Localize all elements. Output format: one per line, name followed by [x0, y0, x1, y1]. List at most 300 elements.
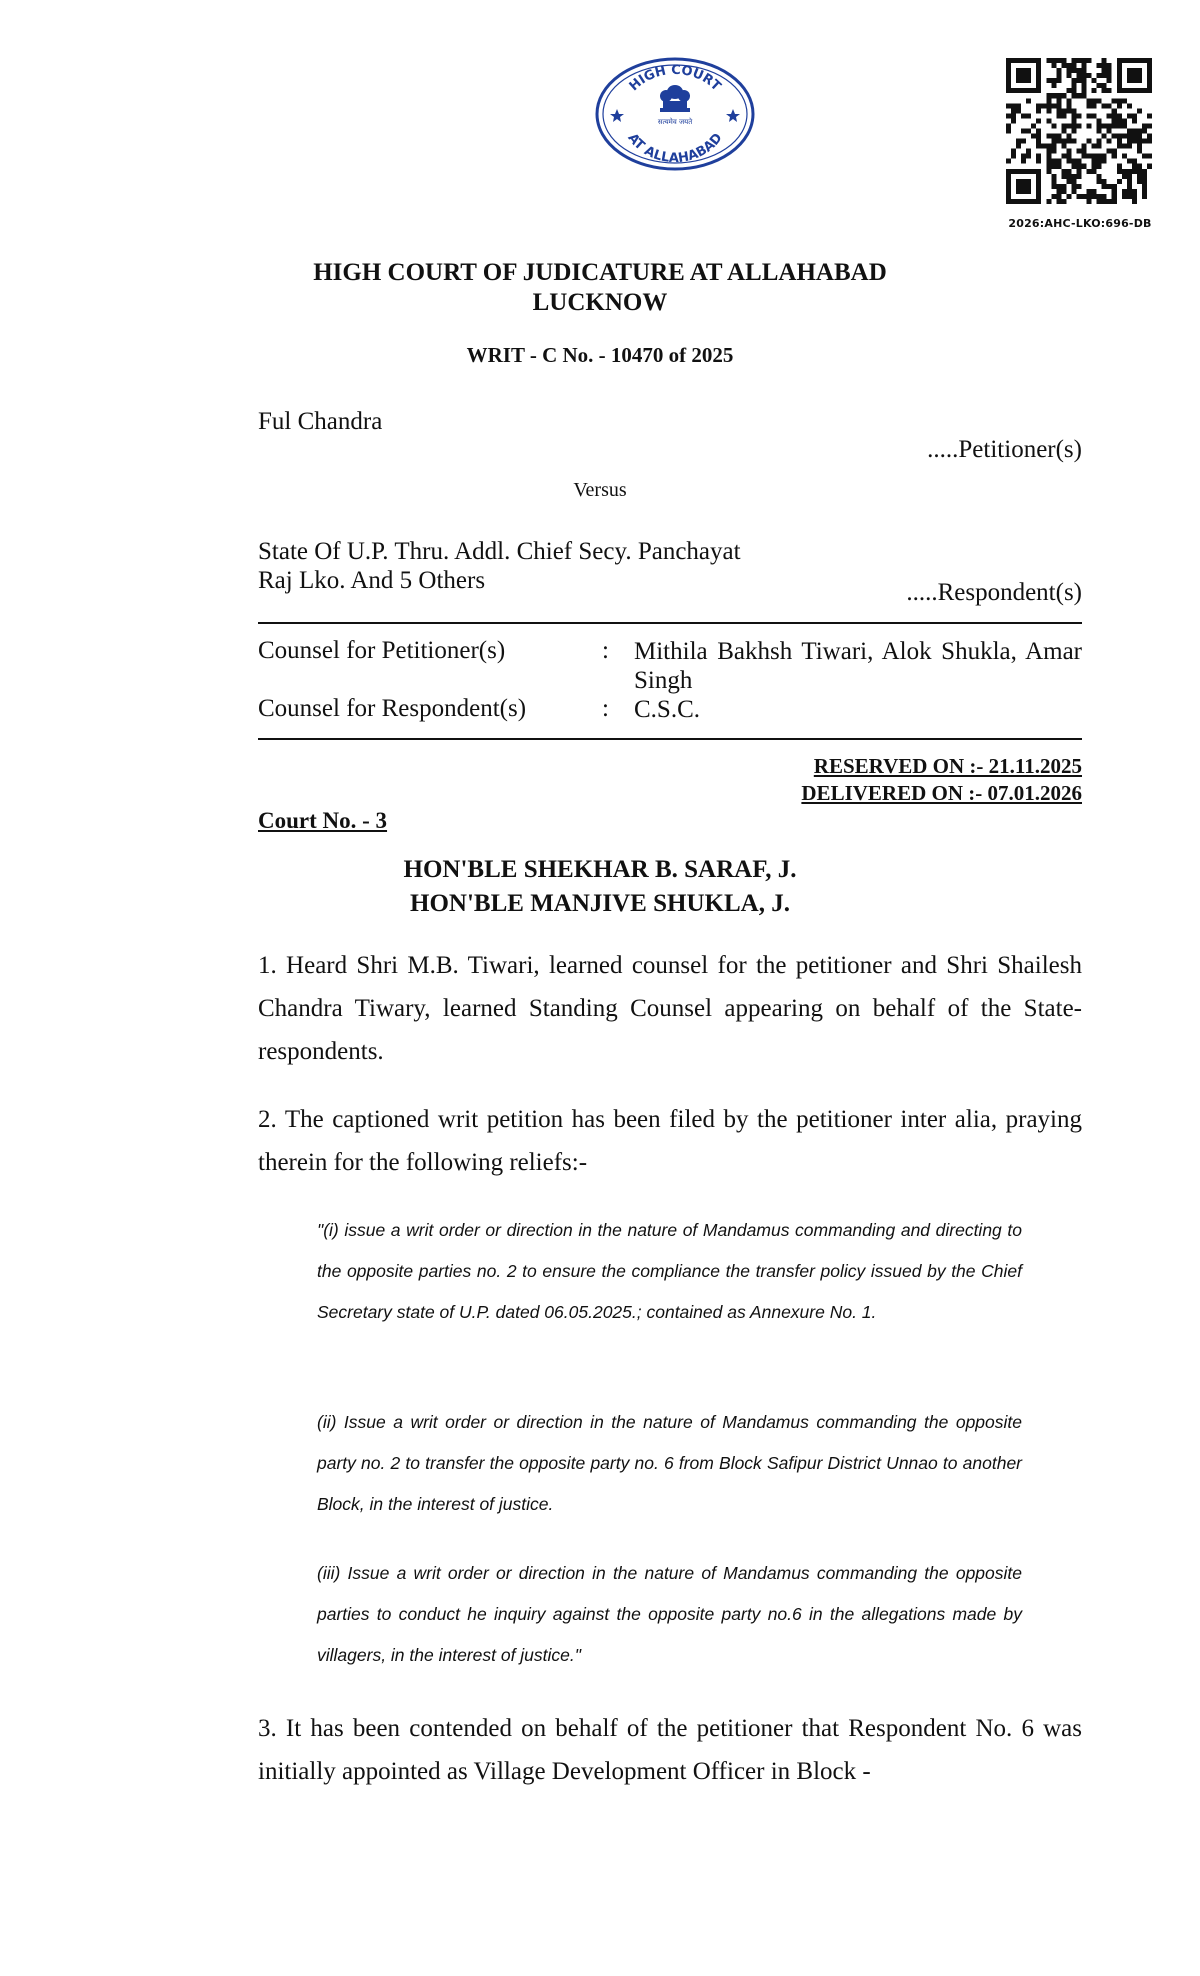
qr-module [1092, 113, 1097, 118]
qr-module [1132, 164, 1137, 169]
qr-module [1061, 184, 1066, 189]
qr-module [1026, 68, 1031, 73]
qr-module [1087, 113, 1092, 118]
qr-code [1006, 58, 1152, 204]
qr-module [1061, 58, 1066, 63]
qr-module [1107, 113, 1112, 118]
colon: : [602, 695, 609, 722]
qr-module [1021, 113, 1026, 118]
judgment-dates [801, 753, 1082, 807]
qr-module [1011, 149, 1016, 154]
qr-module [1021, 159, 1026, 164]
qr-module [1006, 58, 1011, 63]
qr-module [1122, 189, 1127, 194]
qr-module [1056, 184, 1061, 189]
qr-module [1107, 88, 1112, 93]
qr-module [1132, 118, 1137, 123]
qr-module [1026, 199, 1031, 204]
qr-module [1132, 169, 1137, 174]
qr-module [1107, 184, 1112, 189]
qr-module [1036, 128, 1041, 133]
qr-module [1011, 169, 1016, 174]
qr-module [1061, 199, 1066, 204]
qr-module [1016, 169, 1021, 174]
qr-module [1122, 134, 1127, 139]
qr-module [1117, 134, 1122, 139]
qr-module [1061, 108, 1066, 113]
qr-module [1036, 169, 1041, 174]
qr-module [1087, 103, 1092, 108]
qr-module [1066, 149, 1071, 154]
qr-module [1061, 113, 1066, 118]
qr-module [1127, 194, 1132, 199]
qr-module [1112, 149, 1117, 154]
delivered-date: DELIVERED ON :- 07.01.2026 [801, 781, 1082, 805]
qr-module [1051, 123, 1056, 128]
seal-top-text: HIGH COURT [626, 62, 724, 95]
qr-module [1092, 88, 1097, 93]
qr-module [1097, 154, 1102, 159]
qr-module [1036, 78, 1041, 83]
qr-code-text: 2026:AHC-LKO:696-DB [1008, 217, 1152, 230]
qr-module [1061, 93, 1066, 98]
qr-module [1031, 199, 1036, 204]
qr-module [1132, 88, 1137, 93]
qr-module [1006, 184, 1011, 189]
qr-module [1127, 68, 1132, 73]
qr-module [1097, 63, 1102, 68]
qr-module [1102, 68, 1107, 73]
qr-module [1127, 159, 1132, 164]
qr-module [1051, 164, 1056, 169]
qr-module [1016, 179, 1021, 184]
qr-module [1021, 78, 1026, 83]
qr-module [1051, 174, 1056, 179]
qr-module [1016, 108, 1021, 113]
qr-module [1137, 88, 1142, 93]
qr-module [1046, 78, 1051, 83]
qr-module [1132, 73, 1137, 78]
qr-module [1107, 128, 1112, 133]
qr-module [1107, 103, 1112, 108]
qr-module [1097, 128, 1102, 133]
qr-module [1092, 144, 1097, 149]
qr-module [1066, 123, 1071, 128]
qr-module [1147, 164, 1152, 169]
qr-module [1046, 118, 1051, 123]
relief-3: (iii) Issue a writ order or direction in the nature of Mandamus commanding the opposite parties to conduct he inquiry against the opposite party no.6 in the allegations made by villagers, in the interest of justice." [317, 1563, 1022, 1665]
qr-module [1132, 189, 1137, 194]
qr-module [1117, 118, 1122, 123]
qr-module [1046, 164, 1051, 169]
qr-module [1041, 144, 1046, 149]
qr-module [1102, 199, 1107, 204]
respondent-label: .....Respondent(s) [906, 579, 1082, 606]
qr-module [1112, 108, 1117, 113]
qr-module [1021, 73, 1026, 78]
qr-module [1147, 58, 1152, 63]
qr-module [1026, 184, 1031, 189]
qr-module [1112, 123, 1117, 128]
qr-module [1097, 83, 1102, 88]
qr-module [1092, 154, 1097, 159]
qr-module [1137, 164, 1142, 169]
seal-motto: सत्यमेव जयते [657, 118, 693, 126]
qr-module [1097, 174, 1102, 179]
judge-2: HON'BLE MANJIVE SHUKLA, J. [410, 890, 790, 917]
qr-module [1132, 139, 1137, 144]
qr-module [1006, 103, 1011, 108]
qr-module [1082, 164, 1087, 169]
qr-module [1142, 179, 1147, 184]
court-number: Court No. - 3 [258, 808, 388, 833]
qr-module [1122, 154, 1127, 159]
qr-module [1046, 108, 1051, 113]
qr-module [1102, 159, 1107, 164]
qr-module [1087, 98, 1092, 103]
qr-module [1061, 169, 1066, 174]
qr-module [1036, 83, 1041, 88]
qr-module [1061, 123, 1066, 128]
qr-module [1076, 68, 1081, 73]
qr-module [1066, 108, 1071, 113]
qr-module [1087, 189, 1092, 194]
qr-module [1102, 73, 1107, 78]
qr-module [1127, 113, 1132, 118]
qr-module [1046, 93, 1051, 98]
qr-module [1117, 63, 1122, 68]
qr-module [1016, 68, 1021, 73]
qr-module [1137, 149, 1142, 154]
qr-module [1051, 63, 1056, 68]
qr-module [1026, 58, 1031, 63]
qr-module [1056, 139, 1061, 144]
qr-module [1021, 199, 1026, 204]
qr-module [1076, 123, 1081, 128]
qr-module [1051, 93, 1056, 98]
qr-module [1056, 98, 1061, 103]
qr-module [1137, 179, 1142, 184]
qr-module [1056, 73, 1061, 78]
qr-module [1142, 88, 1147, 93]
qr-module [1006, 78, 1011, 83]
qr-module [1132, 58, 1137, 63]
qr-module [1142, 174, 1147, 179]
qr-module [1092, 98, 1097, 103]
qr-module [1036, 144, 1041, 149]
respondent-name [258, 537, 741, 595]
qr-module [1011, 103, 1016, 108]
qr-module [1071, 68, 1076, 73]
qr-module [1071, 88, 1076, 93]
qr-module [1021, 154, 1026, 159]
qr-module [1147, 68, 1152, 73]
qr-module [1076, 149, 1081, 154]
qr-module [1036, 58, 1041, 63]
qr-module [1117, 164, 1122, 169]
qr-module [1061, 128, 1066, 133]
qr-module [1097, 144, 1102, 149]
court-name [0, 258, 1200, 318]
qr-module [1102, 83, 1107, 88]
qr-module [1122, 98, 1127, 103]
qr-module [1127, 128, 1132, 133]
qr-module [1142, 194, 1147, 199]
qr-module [1076, 164, 1081, 169]
qr-module [1011, 113, 1016, 118]
qr-module [1147, 139, 1152, 144]
court-name-line2: LUCKNOW [532, 289, 668, 316]
qr-module [1066, 63, 1071, 68]
qr-module [1102, 88, 1107, 93]
qr-module [1092, 164, 1097, 169]
qr-module [1071, 58, 1076, 63]
qr-module [1021, 179, 1026, 184]
qr-module [1071, 93, 1076, 98]
qr-module [1132, 134, 1137, 139]
qr-module [1087, 154, 1092, 159]
qr-module [1061, 144, 1066, 149]
qr-module [1142, 169, 1147, 174]
qr-module [1031, 169, 1036, 174]
qr-module [1066, 174, 1071, 179]
versus-label: Versus [573, 479, 627, 501]
qr-module [1071, 123, 1076, 128]
qr-module [1097, 164, 1102, 169]
qr-module [1107, 68, 1112, 73]
qr-module [1061, 63, 1066, 68]
qr-module [1097, 98, 1102, 103]
qr-module [1066, 179, 1071, 184]
qr-module [1071, 128, 1076, 133]
qr-module [1097, 199, 1102, 204]
qr-module [1137, 108, 1142, 113]
qr-module [1071, 164, 1076, 169]
qr-module [1122, 123, 1127, 128]
qr-module [1066, 103, 1071, 108]
qr-module [1076, 113, 1081, 118]
qr-module [1046, 159, 1051, 164]
qr-module [1082, 154, 1087, 159]
qr-module [1021, 68, 1026, 73]
qr-module [1117, 103, 1122, 108]
qr-module [1046, 134, 1051, 139]
counsel-petitioner-label: Counsel for Petitioner(s) [258, 637, 506, 664]
relief-1: "(i) issue a writ order or direction in the nature of Mandamus commanding and directing to the opposite parties no. 2 to ensure the compliance the transfer policy issued by the Chief Secretary state of U.P. dated 06.05.2025.; contained as Annexure No. 1. [317, 1220, 1022, 1322]
qr-module [1036, 63, 1041, 68]
qr-module [1071, 83, 1076, 88]
qr-module [1051, 83, 1056, 88]
qr-module [1036, 73, 1041, 78]
qr-module [1021, 169, 1026, 174]
qr-module [1046, 169, 1051, 174]
qr-module [1056, 164, 1061, 169]
qr-module [1056, 134, 1061, 139]
qr-module [1087, 199, 1092, 204]
qr-module [1006, 199, 1011, 204]
qr-module [1117, 123, 1122, 128]
qr-module [1021, 88, 1026, 93]
counsel-petitioner-value: Mithila Bakhsh Tiwari, Alok Shukla, Amar Singh [634, 638, 1082, 694]
qr-module [1137, 78, 1142, 83]
qr-module [1137, 58, 1142, 63]
qr-module [1011, 58, 1016, 63]
qr-module [1122, 174, 1127, 179]
qr-module [1006, 189, 1011, 194]
qr-module [1122, 58, 1127, 63]
qr-module [1066, 139, 1071, 144]
qr-module [1066, 169, 1071, 174]
qr-module [1011, 199, 1016, 204]
counsel-respondent-label: Counsel for Respondent(s) [258, 695, 527, 722]
qr-module [1036, 118, 1041, 123]
qr-module [1006, 83, 1011, 88]
qr-module [1061, 189, 1066, 194]
qr-module [1056, 58, 1061, 63]
qr-module [1076, 58, 1081, 63]
qr-module [1117, 144, 1122, 149]
qr-module [1071, 174, 1076, 179]
qr-module [1112, 184, 1117, 189]
qr-module [1127, 184, 1132, 189]
qr-module [1117, 88, 1122, 93]
qr-module [1122, 169, 1127, 174]
qr-module [1036, 159, 1041, 164]
qr-module [1137, 144, 1142, 149]
qr-module [1102, 194, 1107, 199]
qr-module [1066, 98, 1071, 103]
qr-module [1097, 118, 1102, 123]
qr-module [1076, 159, 1081, 164]
qr-module [1122, 88, 1127, 93]
qr-module [1056, 93, 1061, 98]
petitioner-label: .....Petitioner(s) [927, 436, 1082, 463]
qr-module [1071, 63, 1076, 68]
qr-module [1071, 113, 1076, 118]
judge-1: HON'BLE SHEKHAR B. SARAF, J. [403, 856, 797, 883]
qr-module [1132, 128, 1137, 133]
qr-module [1102, 123, 1107, 128]
qr-module [1142, 128, 1147, 133]
counsel-respondent-value: C.S.C. [634, 696, 701, 723]
emblem-icon [660, 85, 690, 112]
qr-module [1087, 58, 1092, 63]
court-name-line1: HIGH COURT OF JUDICATURE AT ALLAHABAD [313, 259, 887, 286]
qr-module [1016, 73, 1021, 78]
qr-module [1076, 174, 1081, 179]
qr-module [1006, 179, 1011, 184]
qr-module [1127, 189, 1132, 194]
qr-module [1112, 199, 1117, 204]
qr-module [1117, 179, 1122, 184]
qr-module [1026, 169, 1031, 174]
high-court-seal-logo [593, 56, 757, 172]
qr-module [1102, 63, 1107, 68]
qr-module [1026, 113, 1031, 118]
qr-module [1112, 189, 1117, 194]
qr-module [1137, 128, 1142, 133]
qr-module [1011, 118, 1016, 123]
qr-module [1076, 78, 1081, 83]
qr-module [1036, 68, 1041, 73]
qr-module [1066, 134, 1071, 139]
qr-module [1056, 108, 1061, 113]
qr-module [1016, 199, 1021, 204]
qr-module [1147, 83, 1152, 88]
qr-module [1056, 159, 1061, 164]
qr-module [1021, 139, 1026, 144]
qr-module [1112, 118, 1117, 123]
qr-module [1021, 184, 1026, 189]
divider [258, 738, 1082, 740]
qr-module [1087, 169, 1092, 174]
qr-module [1031, 88, 1036, 93]
qr-module [1016, 88, 1021, 93]
qr-module [1076, 169, 1081, 174]
qr-module [1092, 103, 1097, 108]
qr-module [1066, 154, 1071, 159]
qr-module [1132, 159, 1137, 164]
qr-module [1107, 73, 1112, 78]
qr-module [1102, 184, 1107, 189]
qr-module [1107, 139, 1112, 144]
qr-module [1006, 159, 1011, 164]
qr-module [1132, 78, 1137, 83]
qr-module [1021, 128, 1026, 133]
qr-module [1147, 123, 1152, 128]
qr-module [1107, 149, 1112, 154]
qr-module [1051, 103, 1056, 108]
qr-module [1142, 123, 1147, 128]
qr-module [1051, 179, 1056, 184]
qr-module [1076, 73, 1081, 78]
qr-module [1127, 88, 1132, 93]
qr-module [1051, 149, 1056, 154]
qr-module [1031, 134, 1036, 139]
qr-module [1006, 174, 1011, 179]
reserved-date: RESERVED ON :- 21.11.2025 [813, 754, 1082, 778]
qr-module [1117, 113, 1122, 118]
qr-module [1026, 179, 1031, 184]
qr-module [1021, 58, 1026, 63]
qr-module [1107, 123, 1112, 128]
qr-module [1082, 88, 1087, 93]
qr-module [1066, 88, 1071, 93]
qr-module [1127, 169, 1132, 174]
qr-module [1041, 103, 1046, 108]
qr-module [1082, 78, 1087, 83]
qr-module [1046, 199, 1051, 204]
qr-module [1127, 179, 1132, 184]
qr-module [1147, 113, 1152, 118]
qr-module [1097, 179, 1102, 184]
qr-module [1026, 78, 1031, 83]
qr-module [1066, 68, 1071, 73]
qr-module [1026, 189, 1031, 194]
qr-module [1117, 58, 1122, 63]
qr-module [1137, 174, 1142, 179]
qr-module [1122, 194, 1127, 199]
qr-module [1147, 88, 1152, 93]
qr-module [1006, 123, 1011, 128]
petitioner-name: Ful Chandra [258, 408, 383, 435]
qr-module [1082, 144, 1087, 149]
qr-module [1016, 58, 1021, 63]
qr-module [1102, 58, 1107, 63]
qr-module [1132, 194, 1137, 199]
qr-module [1117, 98, 1122, 103]
qr-module [1137, 68, 1142, 73]
